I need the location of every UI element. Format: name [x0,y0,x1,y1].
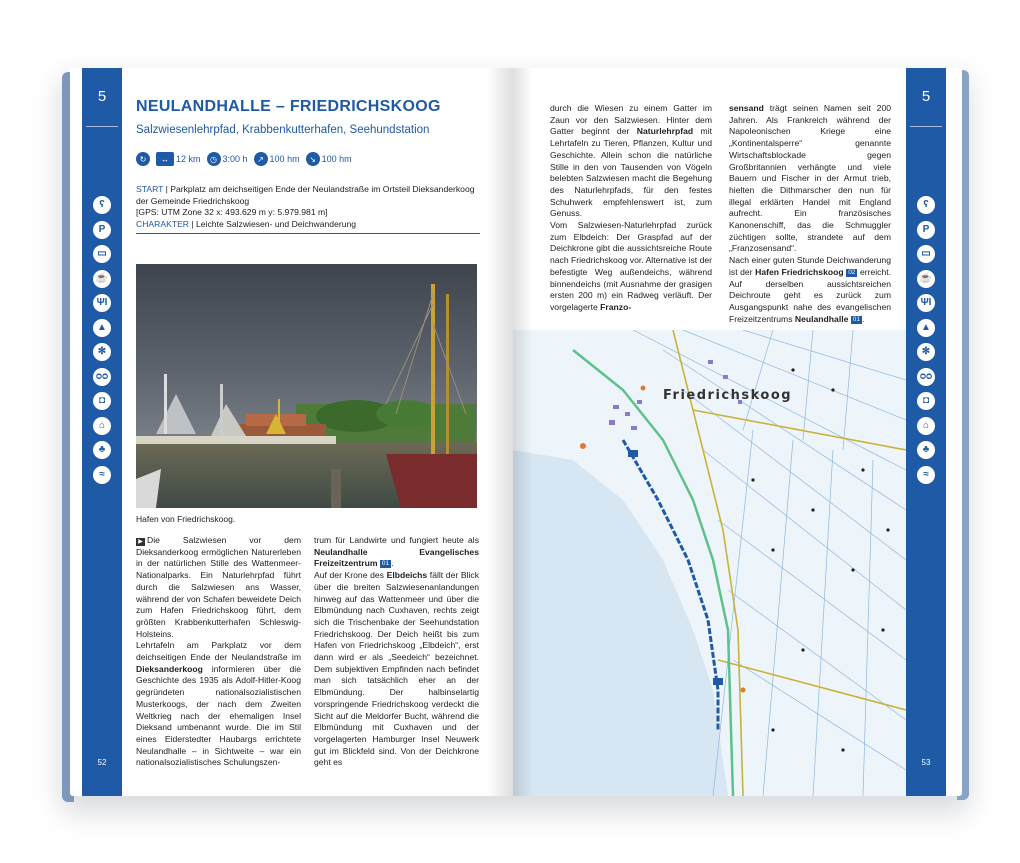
tree-icon: ♣ [93,441,111,459]
place-name: Franzo- [600,301,632,312]
tab-divider [910,126,942,127]
place-name: Neulandhalle Evangelisches Freizeitzentrum [314,546,479,569]
paragraph-text: Die Salzwiesen vor dem Dieksanderkoog ermöglichen Naturerleben in der natürlichen Stille des Wattenmeer-Nationalparks. Ein Naturlehrpfad führt durch die Salzwiesen ans Wasser, während der von Schafen beweidete Deich zum Hafen Friedrichskoog führt, dem größten Krabbenkutterhafen Schleswig-Holsteins. [136,535,301,639]
tour-number: 5 [921,88,931,105]
loop-icon: ↻ [136,152,150,166]
restaurant-icon: ☕ [93,270,111,288]
car-icon: ◘ [917,392,935,410]
paragraph-text: trum für Landwirte und fungiert heute als [314,535,479,545]
place-name: Hafen Friedrichskoog [755,266,844,277]
place-name: sensand [729,103,764,113]
gutter-shadow [513,68,533,796]
descent-value: 100 hm [321,154,352,164]
cutlery-icon: ΨΙ [917,294,935,312]
descent-icon: ↘ [306,152,320,166]
feature-icon-list [906,196,946,490]
paragraph-text: trägt seinen Namen seit 200 Jahren. Als Frankreich während der Napoleonischen Kriege eine „Kontinentalsperre“ genannte Wirtschaftsblockade gegen Großbritannien verhängte und viele Bauern und Fischer in der Armut trieb, hielten die Dithmarscher den nun für illegal erklärten Handel mit England aufrecht. Ein französisches Kanonenschiff, das die Schmuggler züchtigen sollte, strandete auf dem „Franzosensand“. [729,103,891,254]
paragraph [314,570,479,769]
paragraph-text: durch die Wiesen zu einem Gatter im Zaun vor den Salzwiesen. Hinter dem Gatter beginnt der [550,103,712,137]
character-label: CHARAKTER [136,218,190,229]
paragraph-text: Vom Salzwiesen-Naturlehrpfad zurück zum Elbdeich: Der Graspfad auf der Deichkrone gibt die aussichtsreiche Route nach Friedrichskoog vor. Alternative ist der befestigte Weg außendeichs, während binnendeichs (mit Ausnahme der grasigen ersten 200 m) ein Radweg verläuft. Der vorgelagerte [550,220,712,312]
place-name: Neulandhalle [794,313,849,324]
photo-caption: Hafen von Friedrichskoog. [136,514,236,524]
paragraph-text: informieren über die Geschichte des 1935 als Adolf-Hitler-Koog gegründeten nationalsozialistischen Musterkoogs, der nach dem Zweiten Weltkrieg nach der ehemaligen Insel Dieksand umbenannt wurde. Die im Stil eines Eiderstedter Haubargs errichtete Neulandhalle – in Sichtweite – war ein nationalsozialistisches Schulungszen- [136,663,301,768]
parking-icon: P [917,221,935,239]
paragraph [136,535,301,640]
paragraph [550,220,712,314]
swim-icon: ≈ [93,466,111,484]
paragraph-text: mit Lehrtafeln zu Tieren, Pflanzen, Kultur und Geschichte. Allein schon die natürliche Stille in den von Tausenden von Vögeln belebten Salzwiesen macht die Begehung des Naturlehrpfads, für den festes Schuhwerk empfehlenswert ist, zum Genuss. [550,126,712,219]
paragraph-text: Nach einer guten Stunde Deichwanderung ist der [729,255,891,277]
text-column-1 [136,535,301,769]
text-column-2 [314,535,479,769]
paragraph [550,103,712,220]
paragraph-text: erreicht. Auf derselben aussichtsreichen Deichroute geht es zurück zum Ausgangspunkt nahe des evangelischen Freizeitzentrums [729,266,892,324]
swim-icon: ≈ [917,466,935,484]
paragraph: trum für Landwirte und fungiert heute als Neulandhalle Evangelisches Freizeitzentrum 01 . [314,535,479,569]
arrow-icon: ▶ [136,538,145,546]
stat-duration [207,152,248,166]
stat-descent [306,152,352,166]
text-column-4 [729,103,891,325]
cutlery-icon: ΨΙ [93,294,111,312]
start-label: START [136,184,164,194]
place-name: Naturlehrpfad [636,126,694,137]
place-name: Dieksanderkoog [136,663,203,674]
bicycle-icon: ᴑᴑ [917,368,935,386]
page-number: 53 [921,758,931,767]
museum-icon: ⌂ [917,417,935,435]
chapter-tab-left [82,68,122,796]
car-icon: ◘ [93,392,111,410]
route-map [513,330,906,796]
chapter-tab-right [906,68,946,796]
character-text: | Leichte Salzwiesen- und Deichwanderung [189,218,357,229]
clock-icon: ◷ [207,152,221,166]
parking-icon: P [93,221,111,239]
left-page [70,68,513,796]
bear-icon: ʕ [917,196,935,214]
harbor-photo [136,264,477,508]
tab-divider [86,126,118,127]
bus-icon: ▭ [93,245,111,263]
snowflake-icon: ✻ [93,343,111,361]
stat-distance [156,152,201,166]
ascent-icon: ↗ [254,152,268,166]
bicycle-icon: ᴑᴑ [93,368,111,386]
restaurant-icon: ☕ [917,270,935,288]
map-town-label: Friedrichskoog [663,388,793,403]
ascent-value: 100 hm [269,154,300,164]
paragraph-text: fällt der Blick über die breiten Salzwiesenanlandungen hinweg auf das Wattenmeer und über die Elbmündung nach Cuxhaven, rechts zeigt sich die Trischenbake der Seehundstation Friedrichskoog. Der Deich heißt bis zum Hafen von Friedrichskoog „Elbdeich“, erst dann wird er als „Seedeich“ bezeichnet. Dem subjektiven Empfinden nach befindet man sich tatsächlich eher an der Elbmündung. Der halbinselartig vorspringende Friedrichskoog verdeckt die Sicht auf die Meldorfer Bucht, während die Elbmündung mit Cuxhaven und der vorgelagerten Hamburger Insel Neuwerk gut im Blickfeld sind. Von der Deichkrone geht es [314,570,479,768]
distance-icon: ↔ [156,152,174,166]
text-column-3 [550,103,712,314]
waypoint-badge: 01 [852,315,861,323]
tour-stats [136,152,352,166]
waypoint-badge: 01 [381,560,390,568]
bear-icon: ʕ [93,196,111,214]
tree-icon: ♣ [917,441,935,459]
paragraph [136,640,301,769]
stat-ascent [254,152,300,166]
hut-icon: ▲ [93,319,111,337]
tour-info-box [136,184,480,234]
right-page [513,68,962,796]
museum-icon: ⌂ [93,417,111,435]
waypoint-badge: 02 [848,268,856,276]
bus-icon: ▭ [917,245,935,263]
snowflake-icon: ✻ [917,343,935,361]
duration-value: 3:00 h [222,154,248,164]
gutter-shadow [487,68,513,796]
distance-value: 12 km [176,154,201,164]
gps-coordinates: [GPS: UTM Zone 32 x: 493.629 m y: 5.979.981 m] [136,207,328,218]
paragraph-text: Lehrtafeln am Parkplatz vor dem deichseitigen Ende der Neulandstraße im [136,640,301,663]
paragraph [729,103,891,255]
tour-title: NEULANDHALLE – FRIEDRICHSKOOG [136,98,441,115]
tour-number: 5 [97,88,107,105]
paragraph-text: Auf der Krone des [314,570,387,581]
paragraph: Nach einer guten Stunde Deichwanderung ist der Hafen Friedrichskoog 02 erreicht. Auf derselben aussichtsreichen Deichroute geht es zurück zum Ausgangspunkt nahe des evangelischen Freizeitzentrums Neulandhalle 01 . [729,255,892,324]
page-number: 52 [97,758,107,767]
tour-subtitle: Salzwiesenlehrpfad, Krabbenkutterhafen, Seehundstation [136,124,430,136]
hut-icon: ▲ [917,319,935,337]
start-text: | Parkplatz am deichseitigen Ende der Neulandstraße im Ortsteil Dieksanderkoog der Gemeinde Friedrichskoog [136,184,475,206]
stat-loop [136,152,150,166]
feature-icon-list [82,196,122,490]
place-name: Elbdeichs [386,570,428,581]
